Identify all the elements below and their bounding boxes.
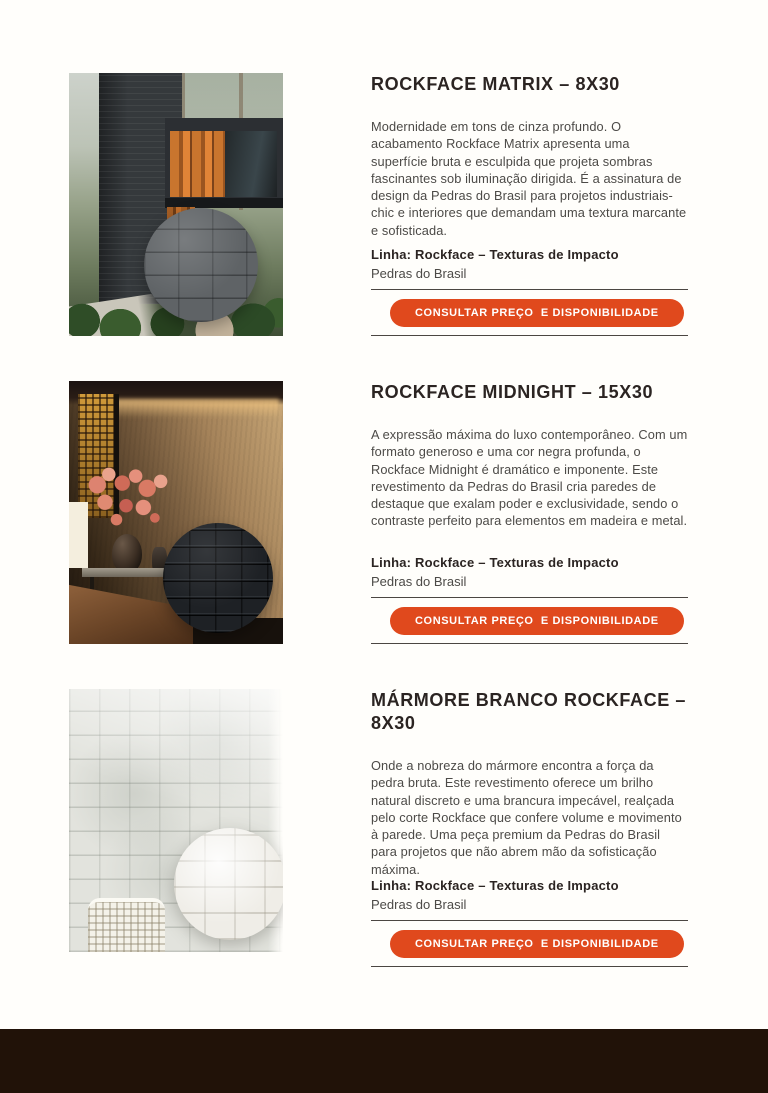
rattan-basket (88, 898, 165, 952)
product-title: MÁRMORE BRANCO ROCKFACE – 8X30 (371, 690, 687, 733)
brand-name: Pedras do Brasil (371, 574, 467, 589)
product-description: A expressão máxima do luxo contemporâneo. Com um formato generoso e uma cor negra profunda, o Rockface Midnight é dramático e imponente. Este revestimento da Pedras do Brasil cria paredes de destaque que exalam poder e exclusividade, sendo o contraste perfeito para elementos em madeira e metal. (371, 427, 688, 529)
product-description: Onde a nobreza do mármore encontra a força da pedra bruta. Este revestimento oferece um brilho natural discreto e uma brancura impecável, realçada pelo corte Rockface que confere volume e movimento à parede. Uma peça premium da Pedras do Brasil para projetos que não abrem mão da sofisticação máxima. (371, 758, 682, 877)
product-info (371, 689, 688, 952)
brand-name: Pedras do Brasil (371, 266, 467, 281)
footer-bar (0, 1029, 768, 1093)
product-meta (371, 878, 688, 967)
product-card-rockface-matrix (69, 73, 688, 336)
product-photo-rockface-midnight (69, 381, 283, 644)
flower-arrangement (80, 457, 176, 544)
product-photo-rockface-matrix (69, 73, 283, 336)
product-description: Modernidade em tons de cinza profundo. O acabamento Rockface Matrix apresenta uma superfície bruta e esculpida que projeta sombras fascinantes sob iluminação dirigida. É a assinatura de design da Pedras do Brasil para projetos industriais-chic e interiores que demandam uma textura marcante e sofisticada. (371, 119, 687, 238)
product-info (371, 73, 688, 336)
product-title: ROCKFACE MATRIX – 8X30 (371, 74, 620, 94)
product-title: ROCKFACE MIDNIGHT – 15X30 (371, 382, 654, 402)
product-line-label: Linha: Rockface – Texturas de Impacto (371, 555, 619, 570)
product-list (69, 73, 688, 997)
stone-texture-swatch-circle (174, 828, 283, 940)
divider (371, 597, 688, 598)
consult-price-button[interactable]: CONSULTAR PREÇO E DISPONIBILIDADE (390, 607, 684, 635)
consult-price-button[interactable]: CONSULTAR PREÇO E DISPONIBILIDADE (390, 930, 684, 958)
product-card-rockface-midnight (69, 381, 688, 644)
product-meta (371, 247, 688, 336)
product-line-label: Linha: Rockface – Texturas de Impacto (371, 247, 619, 262)
divider (371, 966, 688, 967)
stone-texture-swatch-circle (163, 523, 273, 633)
wood-window-slats (170, 131, 226, 197)
divider (371, 643, 688, 644)
product-meta (371, 555, 688, 644)
consult-price-button[interactable]: CONSULTAR PREÇO E DISPONIBILIDADE (390, 299, 684, 327)
brand-name: Pedras do Brasil (371, 897, 467, 913)
divider (371, 335, 688, 336)
product-info (371, 381, 688, 644)
divider (371, 920, 688, 921)
window-glass (225, 131, 276, 197)
product-photo-marmore-branco (69, 689, 283, 952)
product-line-label: Linha: Rockface – Texturas de Impacto (371, 878, 619, 894)
product-card-marmore-branco (69, 689, 688, 952)
stone-texture-swatch-circle (144, 208, 258, 322)
divider (371, 289, 688, 290)
